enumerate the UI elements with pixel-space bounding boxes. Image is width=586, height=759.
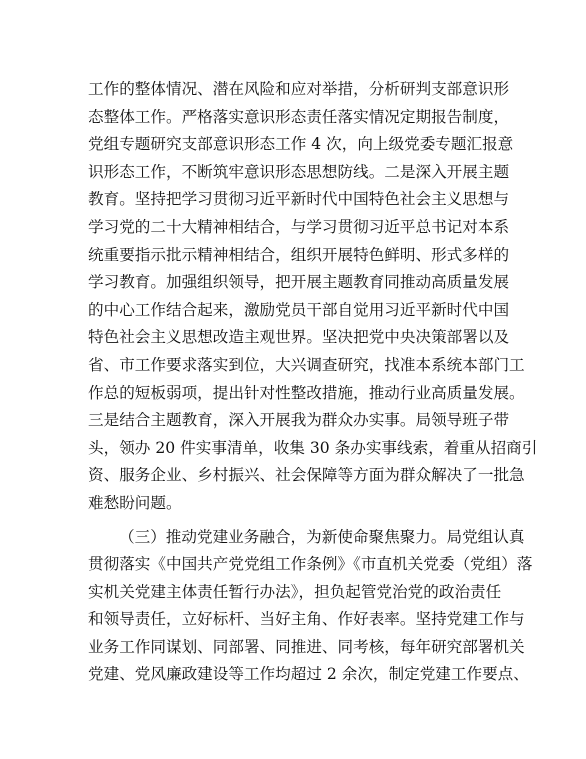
text-line: 难愁盼问题。: [88, 493, 182, 512]
paragraph-1: [88, 76, 538, 518]
text-line: 和领导责任，立好标杆、当好主角、作好表率。坚持党建工作与: [88, 610, 525, 629]
document-body: [88, 76, 538, 689]
text-line: 三是结合主题教育，深入开展我为群众办实事。局领导班子带: [88, 411, 510, 430]
text-line: 作总的短板弱项，提出针对性整改措施，推动行业高质量发展。: [88, 383, 525, 402]
text-line: （三）推动党建业务融合，为新使命聚焦聚力。局党组认真: [119, 527, 525, 546]
text-line: 特色社会主义思想改造主观世界。坚决把党中央决策部署以及: [88, 328, 510, 347]
paragraph-2: [88, 524, 533, 690]
text-line: 学习党的二十大精神相结合，与学习贯彻习近平总书记对本系: [88, 217, 510, 236]
text-line: 的中心工作结合起来，激励党员干部自觉用习近平新时代中国: [88, 300, 510, 319]
text-line: 党组专题研究支部意识形态工作 4 次，向上级党委专题汇报意: [88, 135, 514, 154]
text-line: 头，领办 20 件实事清单，收集 30 条办实事线索，着重从招商引: [88, 438, 538, 457]
text-line: 态整体工作。严格落实意识形态责任落实情况定期报告制度，: [88, 107, 510, 126]
text-line: 实机关党建主体责任暂行办法》，担负起管党治党的政治责任: [88, 582, 502, 601]
text-line: 业务工作同谋划、同部署、同推进、同考核，每年研究部署机关: [88, 637, 525, 656]
text-line: 教育。坚持把学习贯彻习近平新时代中国特色社会主义思想与: [88, 190, 510, 209]
text-line: 工作的整体情况、潜在风险和应对举措，分析研判支部意识形: [88, 80, 510, 98]
text-line: 党建、党风廉政建设等工作均超过 2 余次，制定党建工作要点、: [88, 665, 529, 684]
text-line: 贯彻落实《中国共产党党组工作条例》《市直机关党委（党组）落: [88, 555, 533, 574]
text-line: 学习教育。加强组织领导，把开展主题教育同推动高质量发展: [88, 273, 510, 292]
text-line: 省、市工作要求落实到位，大兴调查研究，找准本系统本部门工: [88, 355, 525, 374]
text-line: 资、服务企业、乡村振兴、社会保障等方面为群众解决了一批急: [88, 466, 525, 485]
text-line: 识形态工作，不断筑牢意识形态思想防线。二是深入开展主题: [88, 162, 510, 181]
text-line: 统重要指示批示精神相结合，组织开展特色鲜明、形式多样的: [88, 245, 510, 264]
